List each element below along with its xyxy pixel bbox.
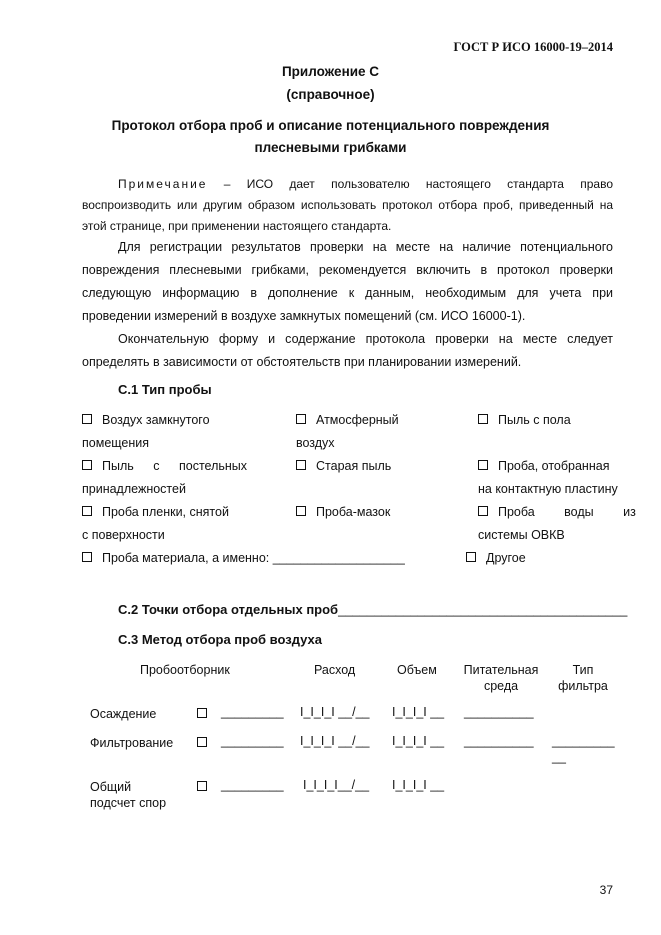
col-header-filter (552, 662, 614, 694)
col-header-medium-line1: Питательная (463, 663, 539, 677)
note-label: Примечание (118, 177, 208, 191)
checkbox-icon[interactable] (478, 506, 488, 516)
option-outdoor-air[interactable] (296, 409, 399, 455)
option-old-dust[interactable] (296, 455, 391, 478)
option-hvac-water[interactable] (478, 501, 636, 547)
document-code: ГОСТ Р ИСО 16000-19–2014 (453, 40, 613, 54)
checkbox-icon[interactable] (478, 414, 488, 424)
option-label: Пыль с постельных (102, 459, 248, 473)
appendix-heading-line2: плесневыми грибками (254, 140, 407, 155)
note-paragraph (82, 174, 613, 237)
sampler-blank[interactable]: _________ (221, 734, 284, 748)
option-label: воздух (296, 436, 335, 450)
sampling-points-blank[interactable]: ________________________________________ (338, 602, 628, 617)
checkbox-icon[interactable] (82, 552, 92, 562)
appendix-subtitle: (справочное) (286, 87, 375, 102)
option-label: Проба материала, а именно: ___________________ (102, 551, 405, 565)
checkbox-icon[interactable] (197, 708, 207, 718)
col-header-sampler: Пробоотборник (140, 663, 230, 677)
option-label: принадлежностей (82, 482, 186, 496)
volume-field[interactable]: I_I_I_I __ (392, 705, 445, 719)
checkbox-icon[interactable] (82, 506, 92, 516)
option-label: с поверхности (82, 528, 165, 542)
option-swab[interactable] (296, 501, 390, 524)
page-number: 37 (599, 883, 613, 897)
option-other[interactable] (466, 547, 526, 570)
checkbox-icon[interactable] (296, 460, 306, 470)
method-row[interactable] (197, 706, 217, 722)
section-c2-title (118, 602, 627, 617)
volume-field[interactable]: I_I_I_I __ (392, 778, 445, 792)
checkbox-icon[interactable] (478, 460, 488, 470)
option-label: Другое (486, 551, 526, 565)
method-row[interactable] (197, 735, 217, 751)
option-label: Воздух замкнутого (102, 413, 210, 427)
filter-field[interactable] (552, 733, 615, 765)
appendix-heading-line1: Протокол отбора проб и описание потенциального повреждения (111, 118, 550, 133)
checkbox-icon[interactable] (82, 414, 92, 424)
note-text: ИСО дает пользователю настоящего стандарта право воспроизводить или другим образом использовать протокол отбора проб, приведенный на этой странице, при применении настоящего стандарта. (82, 177, 613, 233)
option-label: Атмосферный (316, 413, 399, 427)
filter-field-line2: __ (552, 750, 566, 764)
sampler-blank[interactable]: _________ (221, 705, 284, 719)
col-header-flow: Расход (314, 663, 356, 677)
medium-field[interactable]: __________ (464, 734, 534, 748)
option-label: Проба пленки, снятой (102, 505, 229, 519)
option-label: Пыль с пола (498, 413, 571, 427)
sampler-blank[interactable]: _________ (221, 778, 284, 792)
option-material[interactable] (82, 547, 405, 570)
col-header-medium-line2: среда (483, 679, 519, 693)
option-surface-film[interactable] (82, 501, 229, 547)
medium-field[interactable]: __________ (464, 705, 534, 719)
col-header-medium (458, 662, 544, 694)
option-label: на контактную пластину (478, 482, 618, 496)
method-label-line1: Общий (90, 780, 132, 794)
note-dash: – (223, 177, 231, 191)
method-filtration: Фильтрование (90, 736, 174, 750)
flow-field[interactable]: I_I_I_I __/__ (300, 734, 370, 748)
option-bed-dust[interactable] (82, 455, 247, 501)
flow-field[interactable]: I_I_I_I __/__ (300, 705, 370, 719)
option-label: Проба, отобранная (498, 459, 610, 473)
flow-field[interactable]: I_I_I_I__/__ (303, 778, 370, 792)
checkbox-icon[interactable] (296, 414, 306, 424)
section-c3-title: С.3 Метод отбора проб воздуха (118, 632, 322, 647)
option-indoor-air[interactable] (82, 409, 247, 455)
checkbox-icon[interactable] (296, 506, 306, 516)
col-header-filter-line1: Тип (572, 663, 594, 677)
method-total-spore-count (90, 779, 166, 811)
appendix-title: Приложение С (281, 64, 380, 79)
option-label: Старая пыль (316, 459, 392, 473)
option-contact-plate[interactable] (478, 455, 618, 501)
option-label: системы ОВКВ (478, 528, 565, 542)
method-row[interactable] (197, 779, 217, 795)
checkbox-icon[interactable] (197, 781, 207, 791)
checkbox-icon[interactable] (82, 460, 92, 470)
option-label: Проба-мазок (316, 505, 391, 519)
option-label: Проба воды из (498, 505, 636, 519)
col-header-volume: Объем (397, 663, 437, 677)
section-c1-title: С.1 Тип пробы (118, 382, 212, 397)
body-paragraph-2: Окончательную форму и содержание протокола проверки на месте следует определять в зависимости от обстоятельств при планировании измерений. (82, 332, 613, 369)
option-label: помещения (82, 436, 150, 450)
body-paragraph-1: Для регистрации результатов проверки на месте на наличие потенциального повреждения плесневыми грибками, рекомендуется включить в протокол проверки следующую информацию в дополнение к данным, необходимым для учета при проведении измерений в воздухе замкнутых помещений (см. ИСО 16000-1). (82, 240, 613, 323)
option-floor-dust[interactable] (478, 409, 571, 432)
filter-field-line1: _________ (552, 734, 615, 748)
method-label-line2: подсчет спор (90, 796, 167, 810)
volume-field[interactable]: I_I_I_I __ (392, 734, 445, 748)
col-header-filter-line2: фильтра (558, 679, 608, 693)
checkbox-icon[interactable] (197, 737, 207, 747)
method-sedimentation: Осаждение (90, 707, 157, 721)
section-c2-label: С.2 Точки отбора отдельных проб (118, 602, 339, 617)
checkbox-icon[interactable] (466, 552, 476, 562)
